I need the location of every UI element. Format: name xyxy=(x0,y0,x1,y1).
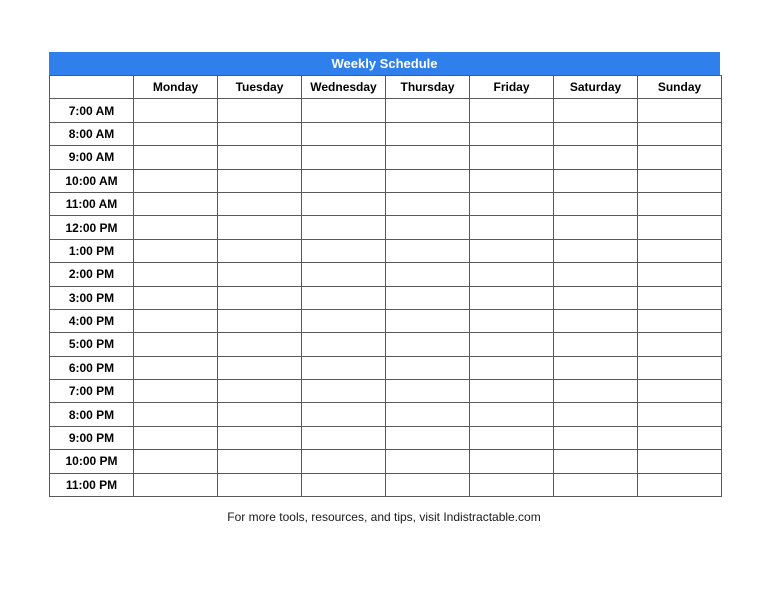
schedule-slot-sunday[interactable] xyxy=(638,403,722,426)
schedule-grid xyxy=(49,75,722,497)
day-header-sunday: Sunday xyxy=(638,76,722,99)
schedule-slot-sunday[interactable] xyxy=(638,192,722,215)
time-label: 11:00 PM xyxy=(50,473,134,496)
time-row xyxy=(50,146,722,169)
time-label: 9:00 PM xyxy=(50,426,134,449)
schedule-slot-monday[interactable] xyxy=(134,333,218,356)
schedule-slot-wednesday[interactable] xyxy=(302,473,386,496)
time-label: 3:00 PM xyxy=(50,286,134,309)
schedule-slot-saturday[interactable] xyxy=(554,216,638,239)
schedule-slot-wednesday[interactable] xyxy=(302,426,386,449)
schedule-slot-tuesday[interactable] xyxy=(218,403,302,426)
schedule-slot-monday[interactable] xyxy=(134,473,218,496)
schedule-slot-saturday[interactable] xyxy=(554,426,638,449)
schedule-slot-thursday[interactable] xyxy=(386,239,470,262)
time-label: 5:00 PM xyxy=(50,333,134,356)
time-row xyxy=(50,426,722,449)
schedule-slot-saturday[interactable] xyxy=(554,122,638,145)
time-label: 2:00 PM xyxy=(50,263,134,286)
schedule-slot-saturday[interactable] xyxy=(554,356,638,379)
schedule-slot-saturday[interactable] xyxy=(554,403,638,426)
schedule-slot-friday[interactable] xyxy=(470,356,554,379)
schedule-slot-monday[interactable] xyxy=(134,122,218,145)
schedule-slot-friday[interactable] xyxy=(470,122,554,145)
schedule-slot-monday[interactable] xyxy=(134,380,218,403)
time-row xyxy=(50,99,722,122)
day-header-saturday: Saturday xyxy=(554,76,638,99)
schedule-slot-friday[interactable] xyxy=(470,263,554,286)
schedule-slot-saturday[interactable] xyxy=(554,169,638,192)
schedule-slot-friday[interactable] xyxy=(470,333,554,356)
schedule-body xyxy=(50,99,722,497)
schedule-slot-tuesday[interactable] xyxy=(218,99,302,122)
time-row xyxy=(50,263,722,286)
time-row xyxy=(50,286,722,309)
schedule-slot-saturday[interactable] xyxy=(554,473,638,496)
header-corner-cell xyxy=(50,76,134,99)
schedule-slot-saturday[interactable] xyxy=(554,263,638,286)
time-row xyxy=(50,169,722,192)
time-row xyxy=(50,403,722,426)
schedule-slot-monday[interactable] xyxy=(134,309,218,332)
schedule-slot-saturday[interactable] xyxy=(554,309,638,332)
schedule-slot-tuesday[interactable] xyxy=(218,263,302,286)
schedule-slot-sunday[interactable] xyxy=(638,450,722,473)
schedule-slot-wednesday[interactable] xyxy=(302,356,386,379)
time-label: 1:00 PM xyxy=(50,239,134,262)
schedule-slot-tuesday[interactable] xyxy=(218,380,302,403)
schedule-slot-wednesday[interactable] xyxy=(302,239,386,262)
schedule-slot-friday[interactable] xyxy=(470,99,554,122)
weekly-schedule xyxy=(49,52,720,497)
schedule-slot-monday[interactable] xyxy=(134,192,218,215)
schedule-slot-tuesday[interactable] xyxy=(218,169,302,192)
schedule-slot-thursday[interactable] xyxy=(386,380,470,403)
time-row xyxy=(50,473,722,496)
time-row xyxy=(50,239,722,262)
schedule-slot-tuesday[interactable] xyxy=(218,333,302,356)
time-label: 8:00 PM xyxy=(50,403,134,426)
schedule-slot-monday[interactable] xyxy=(134,403,218,426)
schedule-slot-wednesday[interactable] xyxy=(302,403,386,426)
schedule-slot-friday[interactable] xyxy=(470,450,554,473)
schedule-slot-wednesday[interactable] xyxy=(302,146,386,169)
day-header-friday: Friday xyxy=(470,76,554,99)
time-row xyxy=(50,356,722,379)
schedule-slot-sunday[interactable] xyxy=(638,122,722,145)
schedule-slot-tuesday[interactable] xyxy=(218,473,302,496)
time-row xyxy=(50,216,722,239)
schedule-slot-sunday[interactable] xyxy=(638,146,722,169)
time-label: 7:00 PM xyxy=(50,380,134,403)
schedule-title: Weekly Schedule xyxy=(49,52,720,75)
schedule-slot-tuesday[interactable] xyxy=(218,356,302,379)
schedule-slot-wednesday[interactable] xyxy=(302,450,386,473)
schedule-slot-wednesday[interactable] xyxy=(302,169,386,192)
schedule-slot-saturday[interactable] xyxy=(554,192,638,215)
schedule-slot-thursday[interactable] xyxy=(386,450,470,473)
time-row xyxy=(50,380,722,403)
schedule-slot-friday[interactable] xyxy=(470,192,554,215)
schedule-slot-tuesday[interactable] xyxy=(218,239,302,262)
schedule-slot-friday[interactable] xyxy=(470,403,554,426)
schedule-slot-monday[interactable] xyxy=(134,146,218,169)
schedule-slot-friday[interactable] xyxy=(470,239,554,262)
time-row xyxy=(50,450,722,473)
time-row xyxy=(50,333,722,356)
schedule-slot-sunday[interactable] xyxy=(638,169,722,192)
time-label: 4:00 PM xyxy=(50,309,134,332)
schedule-slot-tuesday[interactable] xyxy=(218,122,302,145)
schedule-slot-friday[interactable] xyxy=(470,169,554,192)
schedule-slot-tuesday[interactable] xyxy=(218,450,302,473)
schedule-slot-thursday[interactable] xyxy=(386,333,470,356)
footer-note: For more tools, resources, and tips, visit Indistractable.com xyxy=(227,510,541,524)
time-label: 12:00 PM xyxy=(50,216,134,239)
time-row xyxy=(50,192,722,215)
schedule-slot-friday[interactable] xyxy=(470,286,554,309)
time-label: 9:00 AM xyxy=(50,146,134,169)
schedule-slot-wednesday[interactable] xyxy=(302,309,386,332)
schedule-slot-tuesday[interactable] xyxy=(218,286,302,309)
schedule-slot-thursday[interactable] xyxy=(386,403,470,426)
schedule-slot-sunday[interactable] xyxy=(638,473,722,496)
schedule-slot-thursday[interactable] xyxy=(386,99,470,122)
schedule-slot-monday[interactable] xyxy=(134,216,218,239)
schedule-slot-sunday[interactable] xyxy=(638,333,722,356)
schedule-slot-sunday[interactable] xyxy=(638,239,722,262)
schedule-slot-monday[interactable] xyxy=(134,99,218,122)
day-header-tuesday: Tuesday xyxy=(218,76,302,99)
schedule-slot-wednesday[interactable] xyxy=(302,122,386,145)
schedule-slot-thursday[interactable] xyxy=(386,146,470,169)
schedule-slot-saturday[interactable] xyxy=(554,450,638,473)
schedule-slot-wednesday[interactable] xyxy=(302,286,386,309)
schedule-slot-wednesday[interactable] xyxy=(302,380,386,403)
schedule-slot-thursday[interactable] xyxy=(386,169,470,192)
schedule-slot-monday[interactable] xyxy=(134,169,218,192)
schedule-slot-tuesday[interactable] xyxy=(218,309,302,332)
schedule-slot-wednesday[interactable] xyxy=(302,216,386,239)
schedule-slot-tuesday[interactable] xyxy=(218,192,302,215)
schedule-slot-saturday[interactable] xyxy=(554,146,638,169)
schedule-slot-tuesday[interactable] xyxy=(218,426,302,449)
schedule-slot-monday[interactable] xyxy=(134,426,218,449)
schedule-slot-wednesday[interactable] xyxy=(302,263,386,286)
schedule-slot-sunday[interactable] xyxy=(638,309,722,332)
schedule-slot-thursday[interactable] xyxy=(386,286,470,309)
day-header-thursday: Thursday xyxy=(386,76,470,99)
schedule-slot-friday[interactable] xyxy=(470,473,554,496)
schedule-slot-thursday[interactable] xyxy=(386,356,470,379)
time-row xyxy=(50,122,722,145)
schedule-slot-sunday[interactable] xyxy=(638,216,722,239)
schedule-slot-saturday[interactable] xyxy=(554,333,638,356)
schedule-slot-sunday[interactable] xyxy=(638,426,722,449)
schedule-slot-friday[interactable] xyxy=(470,426,554,449)
schedule-slot-thursday[interactable] xyxy=(386,216,470,239)
schedule-slot-tuesday[interactable] xyxy=(218,146,302,169)
schedule-slot-monday[interactable] xyxy=(134,356,218,379)
schedule-slot-monday[interactable] xyxy=(134,263,218,286)
schedule-slot-friday[interactable] xyxy=(470,309,554,332)
schedule-slot-thursday[interactable] xyxy=(386,263,470,286)
schedule-slot-thursday[interactable] xyxy=(386,473,470,496)
schedule-slot-sunday[interactable] xyxy=(638,380,722,403)
time-label: 7:00 AM xyxy=(50,99,134,122)
time-row xyxy=(50,309,722,332)
schedule-slot-tuesday[interactable] xyxy=(218,216,302,239)
schedule-slot-monday[interactable] xyxy=(134,286,218,309)
schedule-slot-friday[interactable] xyxy=(470,216,554,239)
schedule-slot-sunday[interactable] xyxy=(638,263,722,286)
schedule-slot-friday[interactable] xyxy=(470,146,554,169)
schedule-slot-thursday[interactable] xyxy=(386,309,470,332)
schedule-slot-wednesday[interactable] xyxy=(302,99,386,122)
time-label: 10:00 AM xyxy=(50,169,134,192)
time-label: 8:00 AM xyxy=(50,122,134,145)
schedule-slot-sunday[interactable] xyxy=(638,286,722,309)
schedule-slot-monday[interactable] xyxy=(134,239,218,262)
schedule-slot-sunday[interactable] xyxy=(638,99,722,122)
schedule-slot-wednesday[interactable] xyxy=(302,333,386,356)
schedule-slot-friday[interactable] xyxy=(470,380,554,403)
schedule-slot-thursday[interactable] xyxy=(386,122,470,145)
time-label: 11:00 AM xyxy=(50,192,134,215)
time-label: 10:00 PM xyxy=(50,450,134,473)
schedule-slot-monday[interactable] xyxy=(134,450,218,473)
day-header-monday: Monday xyxy=(134,76,218,99)
schedule-slot-sunday[interactable] xyxy=(638,356,722,379)
schedule-slot-saturday[interactable] xyxy=(554,380,638,403)
schedule-slot-wednesday[interactable] xyxy=(302,192,386,215)
day-header-row xyxy=(50,76,722,99)
schedule-slot-thursday[interactable] xyxy=(386,192,470,215)
schedule-slot-saturday[interactable] xyxy=(554,239,638,262)
time-label: 6:00 PM xyxy=(50,356,134,379)
schedule-slot-saturday[interactable] xyxy=(554,286,638,309)
schedule-slot-thursday[interactable] xyxy=(386,426,470,449)
schedule-slot-saturday[interactable] xyxy=(554,99,638,122)
day-header-wednesday: Wednesday xyxy=(302,76,386,99)
